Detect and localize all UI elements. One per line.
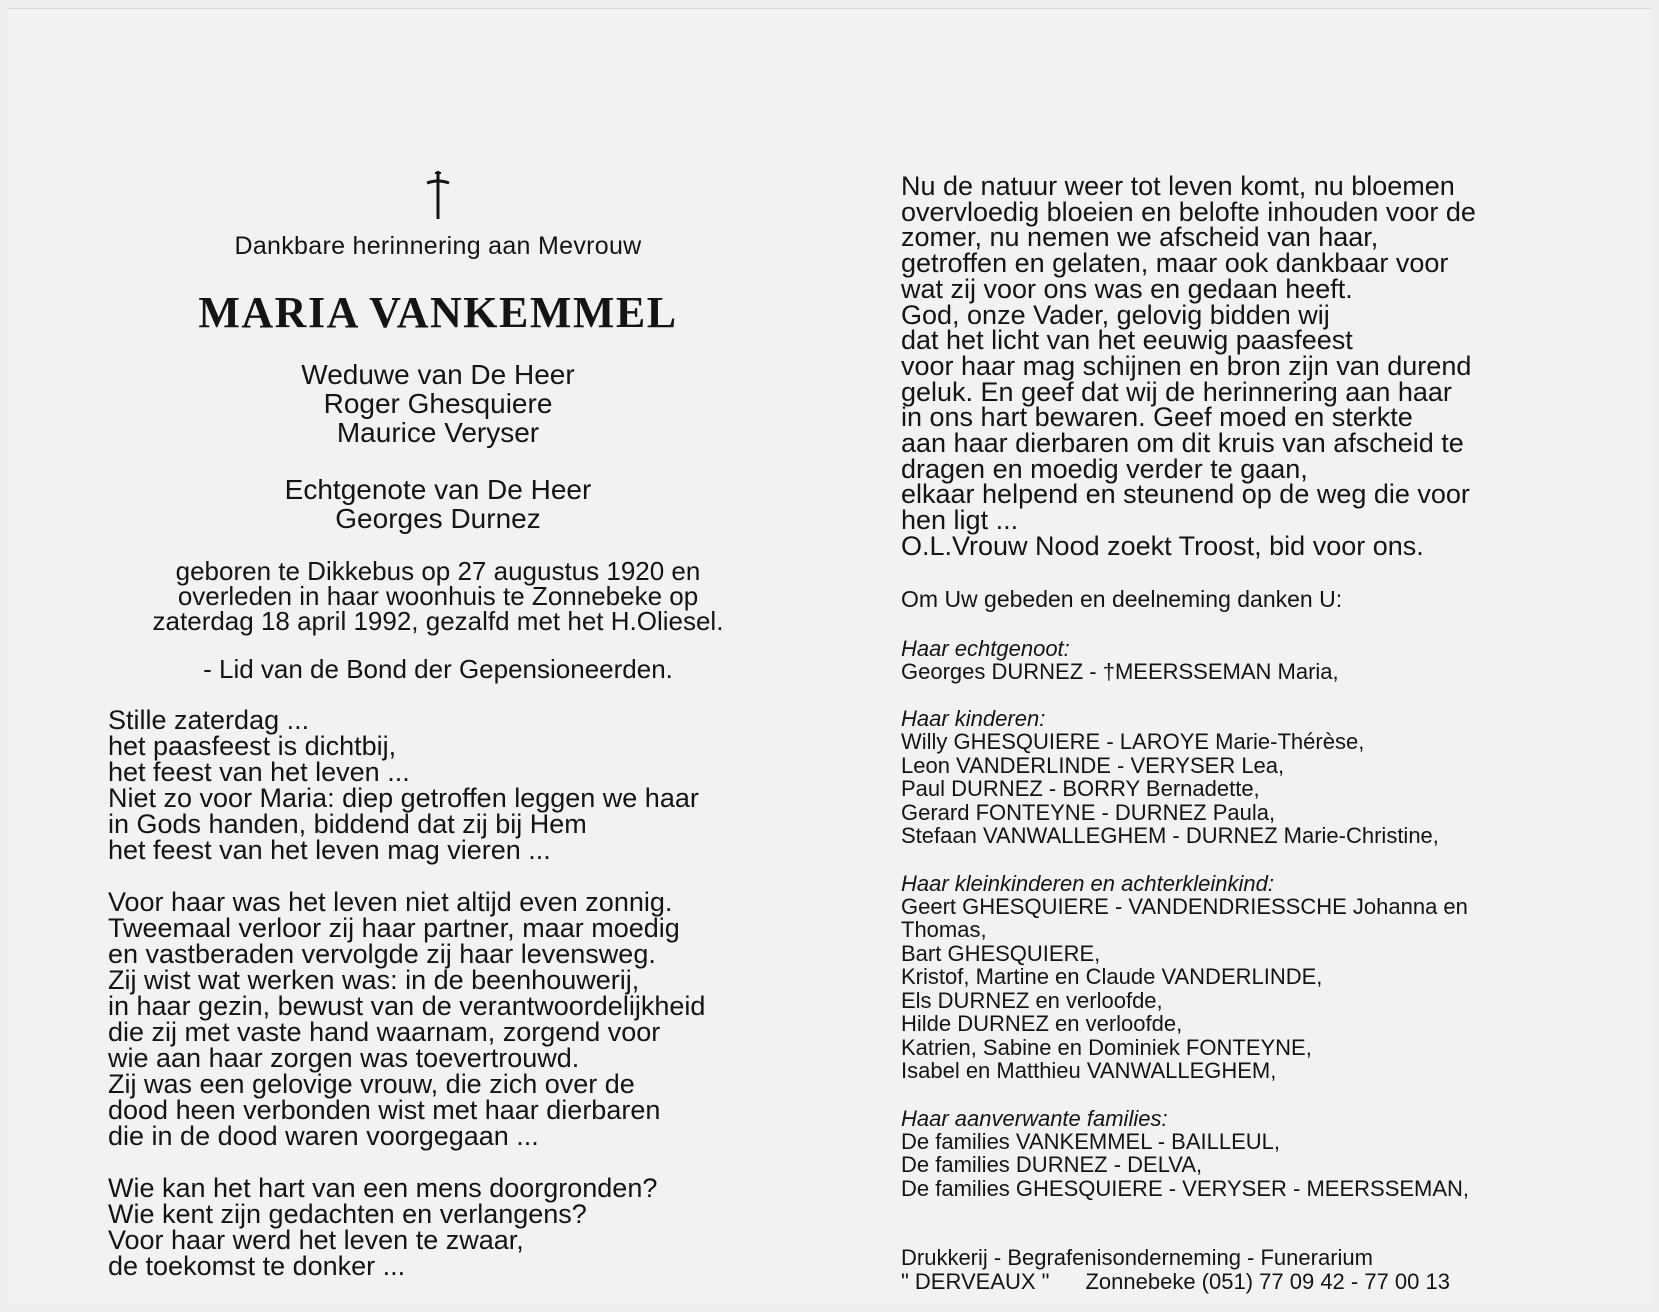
prayer-line: dat het licht van het eeuwig paasfeest [901, 325, 1353, 356]
widow-line: Weduwe van De Heer [301, 359, 575, 390]
prayer-line: elkaar helpend en steunend op de weg die voor [901, 479, 1470, 510]
prayer-line: getroffen en gelaten, maar ook dankbaar voor [901, 248, 1449, 279]
printer-services: Drukkerij - Begrafenisonderneming - Funerarium [901, 1245, 1373, 1271]
widow-line: Roger Ghesquiere [323, 388, 553, 419]
family-line: Isabel en Matthieu VANWALLEGHEM, [901, 1058, 1277, 1084]
birth-death-block [108, 556, 768, 636]
poem-line: die in de dood waren voorgegaan ... [108, 1121, 539, 1151]
group-title: Haar echtgenoot: [901, 635, 1070, 661]
cross-icon [108, 169, 768, 226]
spouse-block [108, 475, 768, 533]
spouse-line: Georges Durnez [335, 503, 541, 534]
prayer-line: Nu de natuur weer tot leven komt, nu bloemen [901, 171, 1455, 201]
poem-line: en vastberaden vervolgde zij haar levensweg. [108, 939, 656, 969]
prayer [901, 171, 1551, 561]
poem-line: dood heen verbonden wist met haar dierbaren [108, 1095, 661, 1125]
prayer-line: zomer, nu nemen we afscheid van haar, [901, 222, 1379, 253]
prayer-line: hen ligt ... [901, 505, 1019, 536]
poem-line: Stille zaterdag ... [108, 705, 310, 735]
prayer-line: aan haar dierbaren om dit kruis van afscheid te [901, 428, 1464, 459]
group-title: Haar kinderen: [901, 706, 1046, 732]
poem-line: Voor haar werd het leven te zwaar, [108, 1225, 524, 1255]
family-line: Willy GHESQUIERE - LAROYE Marie-Thérèse, [901, 729, 1365, 755]
membership-note: - Lid van de Bond der Gepensioneerden. [203, 654, 673, 684]
poem-line: wie aan haar zorgen was toevertrouwd. [108, 1043, 580, 1073]
poem-line: het feest van het leven ... [108, 757, 410, 787]
poem-line: de toekomst te donker ... [108, 1251, 406, 1281]
prayer-line: wat zij voor ons was en gedaan heeft. [901, 273, 1353, 304]
poem-line: in Gods handen, biddend dat zij bij Hem [108, 809, 587, 839]
group-title: Haar kleinkinderen en achterkleinkind: [901, 870, 1274, 896]
printer-credit [901, 1246, 1551, 1294]
family-line: Stefaan VANWALLEGHEM - DURNEZ Marie-Christine, [901, 823, 1439, 849]
poem-line: Zij was een gelovige vrouw, die zich over de [108, 1069, 635, 1099]
prayer-line: overvloedig bloeien en belofte inhouden voor de [901, 196, 1476, 227]
spouse-line: Echtgenote van De Heer [284, 474, 592, 505]
family-line: De families DURNEZ - DELVA, [901, 1152, 1203, 1178]
poem-line: Voor haar was het leven niet altijd even zonnig. [108, 887, 673, 917]
poem-line: Niet zo voor Maria: diep getroffen leggen we haar [108, 783, 699, 813]
family-line: Hilde DURNEZ en verloofde, [901, 1011, 1183, 1037]
widow-line: Maurice Veryser [336, 417, 540, 448]
poem-line: het paasfeest is dichtbij, [108, 731, 397, 761]
family-line: Thomas, [901, 917, 987, 943]
prayer-line: God, onze Vader, gelovig bidden wij [901, 299, 1330, 330]
husband-group [901, 637, 1551, 684]
printer-contact: Zonnebeke (051) 77 09 42 - 77 00 13 [1085, 1269, 1450, 1295]
grandchildren-group [901, 872, 1551, 1083]
family-line: Kristof, Martine en Claude VANDERLINDE, [901, 964, 1323, 990]
birth-line: overleden in haar woonhuis te Zonnebeke op [177, 581, 699, 611]
family-line: Els DURNEZ en verloofde, [901, 987, 1163, 1013]
families-group [901, 1107, 1551, 1201]
poem-line: Zij wist wat werken was: in de beenhouwerij, [108, 965, 640, 995]
family-line: Gerard FONTEYNE - DURNEZ Paula, [901, 799, 1276, 825]
prayer-line: dragen en moedig verder te gaan, [901, 453, 1308, 484]
poem [108, 707, 768, 1279]
family-line: Leon VANDERLINDE - VERYSER Lea, [901, 752, 1285, 778]
right-column [901, 171, 1551, 1295]
printer-name: " DERVEAUX " [901, 1269, 1050, 1295]
poem-line: Wie kent zijn gedachten en verlangens? [108, 1199, 587, 1229]
widow-block [108, 360, 768, 447]
prayer-closing: O.L.Vrouw Nood zoekt Troost, bid voor ons. [901, 530, 1424, 561]
poem-line: Tweemaal verloor zij haar partner, maar moedig [108, 913, 680, 943]
prayer-line: voor haar mag schijnen en bron zijn van durend [901, 350, 1472, 381]
family-line: De families GHESQUIERE - VERYSER - MEERSSEMAN, [901, 1175, 1470, 1201]
thanks-line: Om Uw gebeden en deelneming danken U: [901, 585, 1343, 612]
poem-line: Wie kan het hart van een mens doorgronden? [108, 1173, 658, 1203]
family-line: Katrien, Sabine en Dominiek FONTEYNE, [901, 1034, 1312, 1060]
children-group [901, 707, 1551, 848]
poem-line: die zij met vaste hand waarnam, zorgend voor [108, 1017, 661, 1047]
poem-line: in haar gezin, bewust van de verantwoordelijkheid [108, 991, 706, 1021]
prayer-line: geluk. En geef dat wij de herinnering aan haar [901, 376, 1452, 407]
group-title: Haar aanverwante families: [901, 1105, 1168, 1131]
deceased-name: MARIA VANKEMMEL [198, 288, 678, 337]
poem-line: het feest van het leven mag vieren ... [108, 835, 551, 865]
left-column [108, 169, 768, 1279]
memorial-card [8, 8, 1651, 1304]
family-line: Georges DURNEZ - †MEERSSEMAN Maria, [901, 658, 1339, 684]
prayer-line: in ons hart bewaren. Geef moed en sterkte [901, 402, 1413, 433]
birth-line: zaterdag 18 april 1992, gezalfd met het H.Oliesel. [152, 606, 724, 636]
family-line: Geert GHESQUIERE - VANDENDRIESSCHE Johanna en [901, 893, 1468, 919]
family-line: Paul DURNEZ - BORRY Bernadette, [901, 776, 1260, 802]
family-line: De families VANKEMMEL - BAILLEUL, [901, 1128, 1281, 1154]
birth-line: geboren te Dikkebus op 27 augustus 1920 en [175, 556, 701, 586]
family-line: Bart GHESQUIERE, [901, 940, 1101, 966]
intro-text: Dankbare herinnering aan Mevrouw [234, 232, 642, 260]
